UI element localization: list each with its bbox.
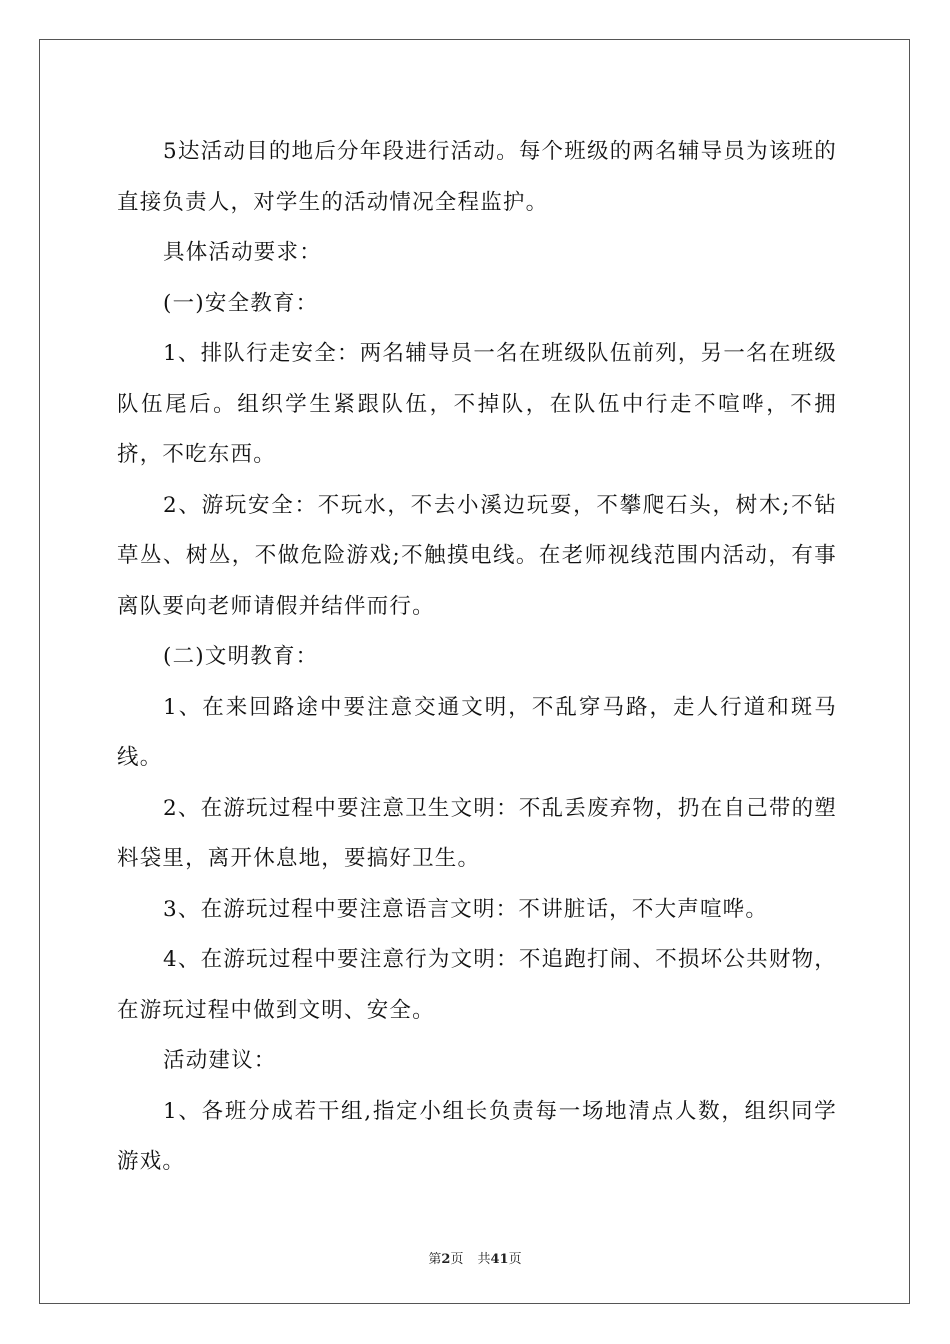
section-heading: 活动建议： bbox=[163, 1048, 277, 1073]
paragraph: 1、各班分成若干组,指定小组长负责每一场地清点人数，组织同学游戏。 bbox=[117, 1098, 837, 1174]
paragraph: 1、排队行走安全：两名辅导员一名在班级队伍前列，另一名在班级队伍尾后。组织学生紧跟队伍，不掉队，在队伍中行走不喧哗，不拥挤，不吃东西。 bbox=[117, 341, 837, 467]
total-suffix: 页 bbox=[508, 1252, 522, 1267]
page-number: 2 bbox=[441, 1252, 451, 1267]
subsection-heading: (二)文明教育： bbox=[163, 644, 319, 669]
paragraph: 3、在游玩过程中要注意语言文明：不讲脏话，不大声喧哗。 bbox=[163, 896, 769, 922]
paragraph: 4、在游玩过程中要注意行为文明：不追跑打闹、不损坏公共财物，在游玩过程中做到文明、安全。 bbox=[117, 947, 837, 1023]
total-pages: 41 bbox=[490, 1252, 509, 1267]
paragraph: 2、在游玩过程中要注意卫生文明：不乱丢废弃物，扔在自己带的塑料袋里，离开休息地，要搞好卫生。 bbox=[117, 795, 837, 871]
paragraph: 5达活动目的地后分年段进行活动。每个班级的两名辅导员为该班的直接负责人，对学生的活动情况全程监护。 bbox=[117, 139, 837, 215]
paragraph: 2、游玩安全：不玩水，不去小溪边玩耍，不攀爬石头，树木;不钻草丛、树丛，不做危险游戏;不触摸电线。在老师视线范围内活动，有事离队要向老师请假并结伴而行。 bbox=[117, 492, 837, 619]
page-prefix: 第 bbox=[428, 1252, 442, 1267]
document-body bbox=[117, 127, 837, 1188]
paragraph: 1、在来回路途中要注意交通文明，不乱穿马路，走人行道和斑马线。 bbox=[117, 694, 837, 770]
page-footer bbox=[0, 1248, 950, 1267]
total-prefix: 共 bbox=[477, 1252, 491, 1267]
section-heading: 具体活动要求： bbox=[163, 240, 322, 265]
page-suffix: 页 bbox=[450, 1252, 464, 1267]
subsection-heading: (一)安全教育： bbox=[163, 290, 319, 316]
